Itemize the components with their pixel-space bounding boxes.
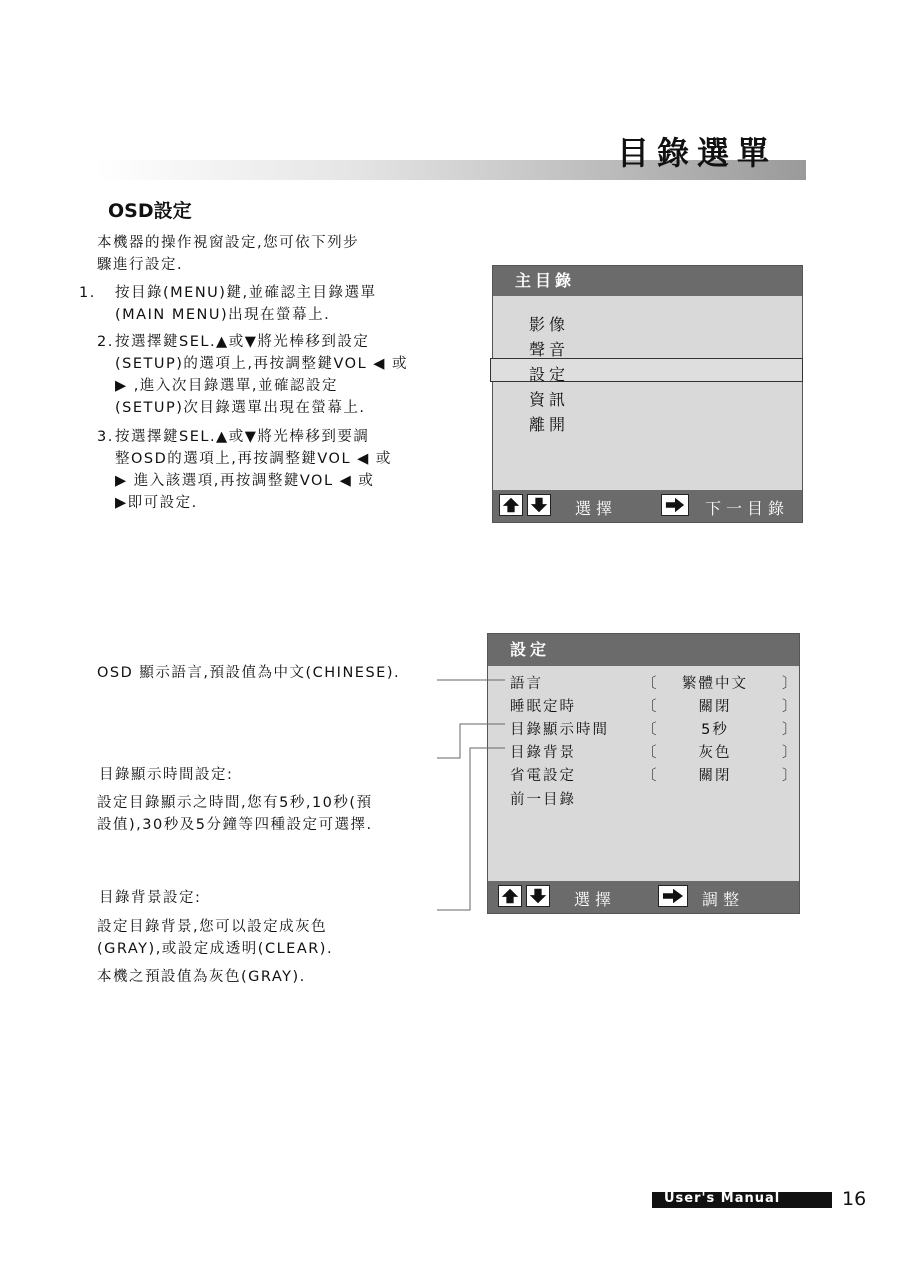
callout-line: 本機之預設值為灰色(GRAY). (97, 969, 306, 985)
step-line: (SETUP)的選項上,再按調整鍵VOL ◀ 或 (115, 356, 409, 372)
menu-item-setup[interactable]: 設定 (529, 365, 570, 384)
callout-background-body (97, 916, 437, 988)
step-number: 3. (97, 429, 114, 445)
step-line: 按選擇鍵SEL.▲或▼將光棒移到要調 (115, 429, 370, 445)
intro-text (97, 232, 437, 276)
step-number: 1. (79, 285, 96, 301)
bracket-close: 〕 (782, 676, 799, 692)
bracket-open: 〔 (642, 699, 659, 715)
down-arrow-icon (527, 494, 551, 516)
setup-row-language[interactable] (510, 672, 799, 694)
main-menu-title: 主目錄 (493, 266, 802, 296)
page-title: 目錄選單 (616, 134, 777, 172)
row-label: 目錄顯示時間 (510, 722, 609, 738)
setup-row-osd-background[interactable] (510, 741, 799, 763)
step-line: (SETUP)次目錄選單出現在螢幕上. (115, 400, 366, 416)
footer-next-label: 下一目錄 (705, 499, 790, 518)
step-line: ▶即可設定. (115, 495, 198, 511)
bracket-open: 〔 (642, 745, 659, 761)
row-value: 灰色 (698, 745, 732, 761)
right-arrow-icon (661, 494, 689, 516)
footer-select-label: 選擇 (574, 890, 617, 909)
bracket-open: 〔 (642, 768, 659, 784)
step-1 (79, 282, 437, 326)
step-line: ▶ 進入該選項,再按調整鍵VOL ◀ 或 (115, 473, 375, 489)
manual-label: User's Manual (664, 1191, 781, 1206)
callout-display-time-body (97, 792, 437, 836)
callout-language: OSD 顯示語言,預設值為中文(CHINESE). (97, 665, 401, 681)
bracket-open: 〔 (642, 676, 659, 692)
callout-line: 設定目錄背景,您可以設定成灰色 (97, 919, 328, 935)
up-arrow-icon (498, 885, 522, 907)
setup-row-osd-time[interactable] (510, 718, 799, 740)
setup-menu-footer (488, 881, 799, 913)
menu-item-info[interactable]: 資訊 (529, 390, 570, 409)
callout-line: 設值),30秒及5分鐘等四種設定可選擇. (97, 817, 373, 833)
bracket-close: 〕 (782, 745, 799, 761)
step-line: ▶ ,進入次目錄選單,並確認設定 (115, 378, 338, 394)
step-line: 按選擇鍵SEL.▲或▼將光棒移到設定 (115, 334, 370, 350)
page-number: 16 (842, 1188, 867, 1210)
callout-display-time-title: 目錄顯示時間設定: (99, 767, 234, 783)
step-line: 按目錄(MENU)鍵,並確認主目錄選單 (115, 285, 377, 301)
main-menu-footer (493, 490, 802, 522)
bracket-open: 〔 (642, 722, 659, 738)
step-number: 2. (97, 334, 114, 350)
setup-row-previous-menu[interactable] (510, 788, 780, 810)
step-line: 整OSD的選項上,再按調整鍵VOL ◀ 或 (115, 451, 392, 467)
setup-row-sleep-timer[interactable] (510, 695, 799, 717)
intro-line: 驟進行設定. (97, 257, 184, 273)
bracket-close: 〕 (782, 768, 799, 784)
row-label: 語言 (510, 676, 543, 692)
intro-line: 本機器的操作視窗設定,您可依下列步 (97, 235, 360, 251)
down-arrow-icon (526, 885, 550, 907)
right-arrow-icon (658, 885, 688, 907)
main-menu-osd (492, 265, 803, 523)
bracket-close: 〕 (782, 722, 799, 738)
section-title: OSD設定 (108, 200, 192, 222)
setup-row-power-save[interactable] (510, 764, 799, 786)
setup-menu-osd (487, 633, 800, 914)
menu-item-sound[interactable]: 聲音 (529, 340, 570, 359)
footer-select-label: 選擇 (575, 499, 618, 518)
bracket-close: 〕 (782, 699, 799, 715)
row-label: 省電設定 (510, 768, 576, 784)
row-label: 睡眠定時 (510, 699, 576, 715)
callout-line: (GRAY),或設定成透明(CLEAR). (97, 941, 334, 957)
row-value: 關閉 (698, 768, 732, 784)
menu-item-picture[interactable]: 影像 (529, 315, 570, 334)
row-label: 目錄背景 (510, 745, 576, 761)
setup-menu-title: 設定 (488, 634, 799, 666)
row-label: 前一目錄 (510, 792, 576, 808)
step-3 (97, 426, 437, 514)
step-line: (MAIN MENU)出現在螢幕上. (115, 307, 331, 323)
up-arrow-icon (499, 494, 523, 516)
menu-item-exit[interactable]: 離開 (529, 415, 570, 434)
row-value: 繁體中文 (682, 676, 748, 692)
callout-background-title: 目錄背景設定: (99, 890, 202, 906)
step-2 (97, 331, 437, 419)
row-value: 關閉 (698, 699, 732, 715)
footer-adjust-label: 調整 (702, 890, 745, 909)
callout-line: 設定目錄顯示之時間,您有5秒,10秒(預 (97, 795, 373, 811)
row-value: 5秒 (701, 722, 729, 738)
